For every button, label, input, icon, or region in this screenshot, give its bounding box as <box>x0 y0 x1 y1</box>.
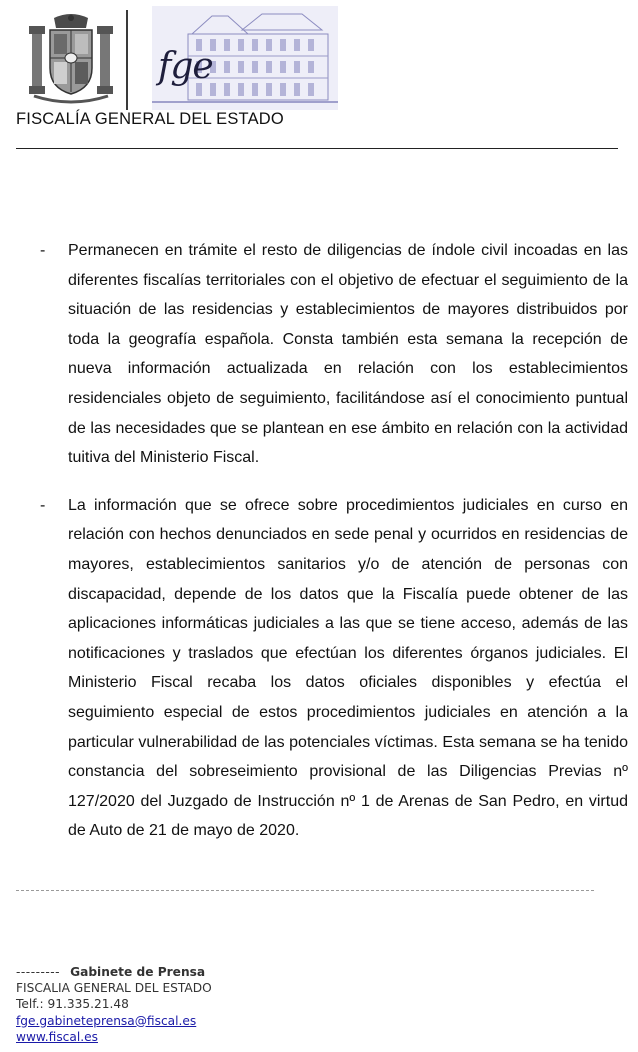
footer-office: Gabinete de Prensa <box>70 965 206 979</box>
bullet-marker: - <box>40 242 46 259</box>
footer-dashes: --------- <box>16 965 61 979</box>
list-item <box>38 491 628 846</box>
organization-title: FISCALÍA GENERAL DEL ESTADO <box>16 110 284 128</box>
header-divider <box>16 148 618 149</box>
logo-area <box>26 6 338 110</box>
list-item <box>38 236 628 473</box>
page-header <box>14 0 626 150</box>
footer-office-row <box>16 964 212 980</box>
bullet-marker: - <box>40 496 46 514</box>
bullet-list <box>38 236 628 864</box>
press-contact-footer <box>16 964 212 1045</box>
logo-divider <box>126 10 128 110</box>
footer-organization: FISCALIA GENERAL DEL ESTADO <box>16 981 212 996</box>
paragraph-text: Permanecen en trámite el resto de diligencias de índole civil incoadas en las diferentes fiscalías territoriales con el objetivo de efectuar el seguimiento de la situación de las residencias y establecimientos de mayores distribuidos por toda la geografía española. Consta también esta semana la recepción de nueva información actualizada en relación con los establecimientos residenciales objeto de seguimiento, facilitándose así el conocimiento puntual de las necesidades que se plantean en ese ámbito en relación con la actividad tuitiva del Ministerio Fiscal. <box>68 242 628 467</box>
section-divider <box>16 890 594 891</box>
paragraph-text: La información que se ofrece sobre procedimientos judiciales en curso en relación con hechos denunciados en sede penal y ocurridos en residencias de mayores, establecimientos sanitarios y/o de atención de personas con discapacidad, depende de los datos que la Fiscalía puede obtener de las aplicaciones informáticas judiciales a las que se tiene acceso, además de las notificaciones y traslados que efectúan los diferentes órganos judiciales. El Ministerio Fiscal recaba los datos oficiales disponibles y efectúa el seguimiento especial de estos procedimientos judiciales en atención a la particular vulnerabilidad de las potenciales víctimas. Esta semana se ha tenido constancia del sobreseimiento provisional de las Diligencias Previas nº 127/2020 del Juzgado de Instrucción nº 1 de Arenas de San Pedro, en virtud de Auto de 21 de mayo de 2020. <box>68 496 628 840</box>
fge-logo-text: fge <box>158 46 213 87</box>
coat-of-arms-icon <box>26 12 116 104</box>
footer-phone: Telf.: 91.335.21.48 <box>16 997 129 1012</box>
footer-email-link[interactable]: fge.gabineteprensa@fiscal.es <box>16 1013 197 1028</box>
footer-website-link[interactable]: www.fiscal.es <box>16 1029 98 1044</box>
